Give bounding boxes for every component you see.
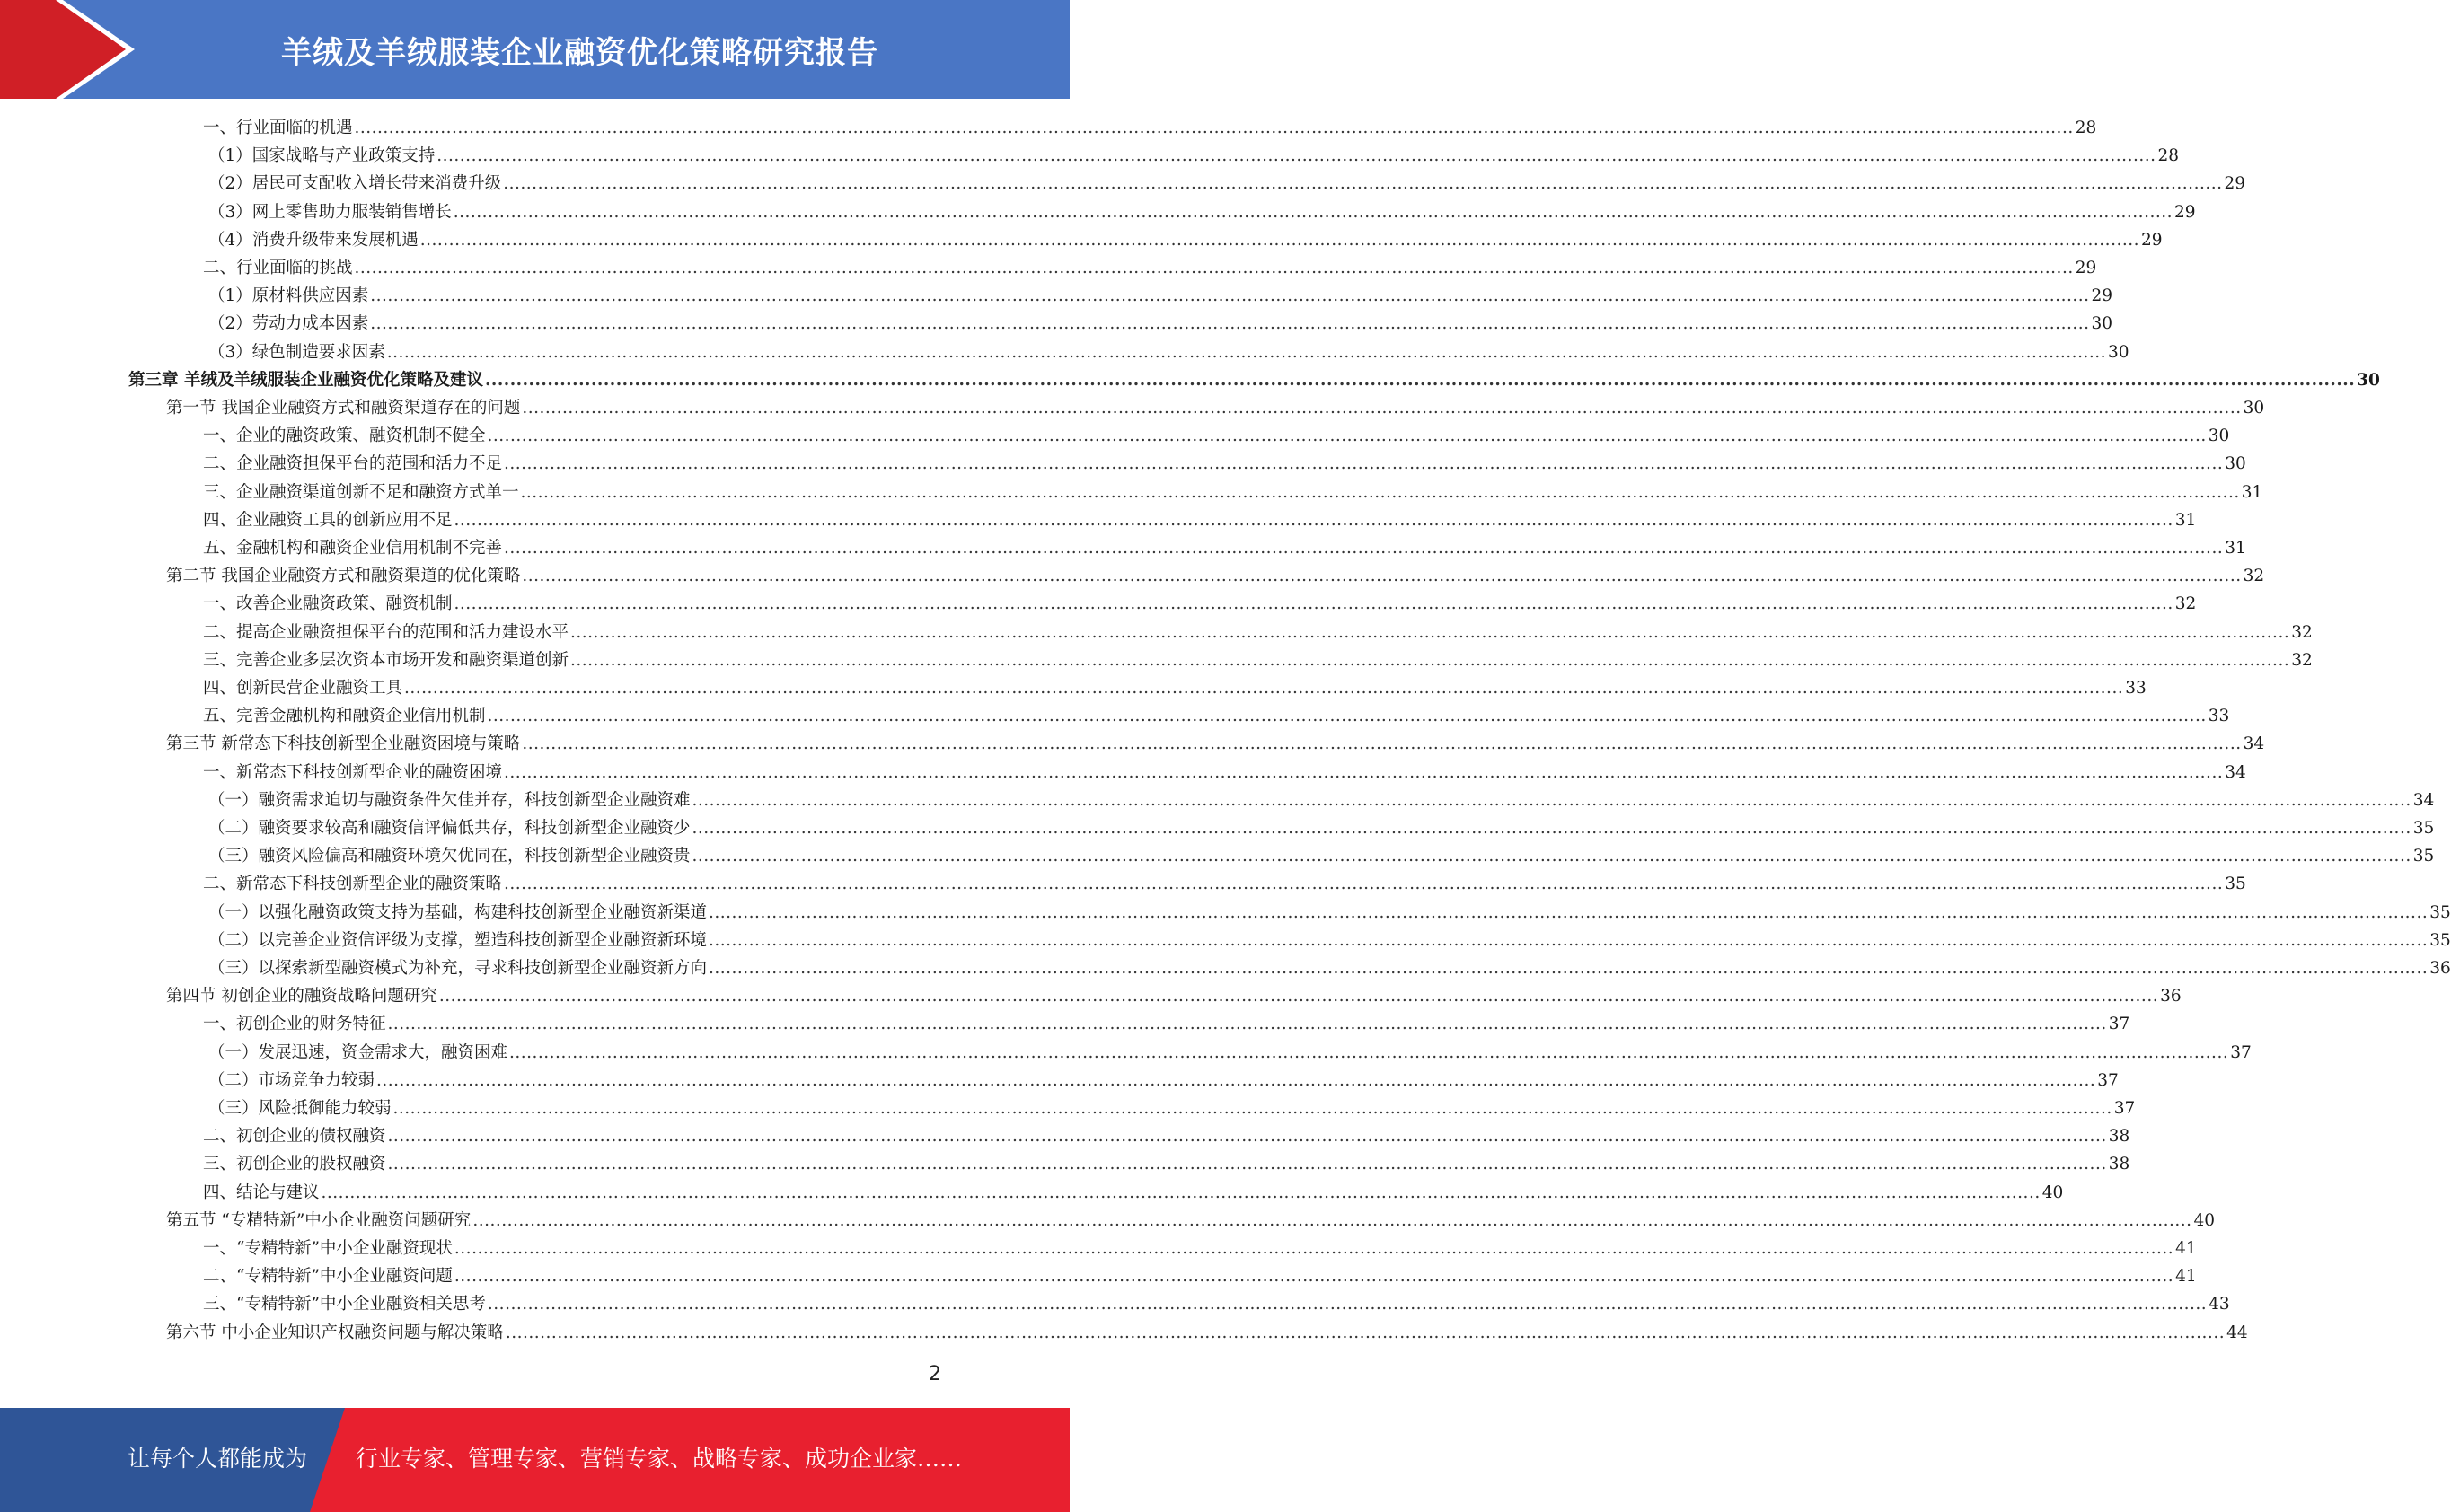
toc-entry-title: 五、完善金融机构和融资企业信用机制 xyxy=(203,707,486,726)
toc-entry-page: 37 xyxy=(2108,1015,2130,1034)
toc-entry-title: 一、行业面临的机遇 xyxy=(203,119,353,137)
toc-entry-title: （3）绿色制造要求因素 xyxy=(208,342,385,362)
toc-dot-leader: ............................................................................................................................................................................................................................................................................................................ xyxy=(709,902,2429,922)
toc-entry-page: 28 xyxy=(2157,146,2180,166)
toc-dot-leader: ............................................................................................................................................................................................................................................................................................................ xyxy=(370,314,2090,334)
toc-entry[interactable] xyxy=(0,534,2246,562)
toc-entry-title: （2）劳动力成本因素 xyxy=(208,314,369,334)
toc-entry-page: 29 xyxy=(2075,259,2097,277)
toc-entry[interactable] xyxy=(0,842,2435,870)
toc-entry-page: 31 xyxy=(2174,510,2197,530)
page-number: 2 xyxy=(929,1363,941,1385)
toc-dot-leader: ............................................................................................................................................................................................................................................................................................................ xyxy=(692,847,2411,866)
toc-entry-page: 30 xyxy=(2225,454,2246,474)
toc-entry[interactable] xyxy=(0,282,2113,310)
toc-entry-title: （2）居民可支配收入增长带来消费升级 xyxy=(208,174,502,194)
toc-entry-page: 40 xyxy=(2041,1182,2064,1202)
toc-entry-page: 44 xyxy=(2226,1323,2248,1342)
toc-entry-page: 38 xyxy=(2108,1155,2130,1174)
toc-entry-page: 35 xyxy=(2412,819,2435,838)
toc-entry-title: 一、企业的融资政策、融资机制不健全 xyxy=(203,426,486,446)
toc-dot-leader: ............................................................................................................................................................................................................................................................................................................ xyxy=(520,482,2240,502)
toc-dot-leader: ............................................................................................................................................................................................................................................................................................................ xyxy=(354,119,2074,137)
toc-entry-page: 38 xyxy=(2108,1127,2130,1147)
toc-entry[interactable] xyxy=(0,1010,2130,1038)
toc-entry[interactable] xyxy=(0,366,2380,394)
toc-entry-title: 第二节 我国企业融资方式和融资渠道的优化策略 xyxy=(166,567,521,586)
toc-entry[interactable] xyxy=(0,1039,2252,1067)
toc-entry[interactable] xyxy=(0,814,2435,842)
toc-entry-title: 二、提高企业融资担保平台的范围和活力建设水平 xyxy=(203,622,569,642)
toc-entry[interactable] xyxy=(0,590,2197,618)
toc-entry-title: （二）融资要求较高和融资信评偏低共存，科技创新型企业融资少 xyxy=(208,819,691,838)
toc-entry[interactable] xyxy=(0,1207,2216,1235)
toc-entry-title: 二、行业面临的挑战 xyxy=(203,259,353,277)
toc-entry-title: 第三章 羊绒及羊绒服装企业融资优化策略及建议 xyxy=(128,370,483,390)
toc-entry[interactable] xyxy=(0,787,2435,814)
toc-entry-page: 37 xyxy=(2230,1042,2252,1062)
toc-entry-page: 30 xyxy=(2243,399,2265,418)
toc-entry[interactable] xyxy=(0,226,2163,254)
toc-entry-title: 四、企业融资工具的创新应用不足 xyxy=(203,510,453,530)
toc-entry-title: 一、新常态下科技创新型企业的融资困境 xyxy=(203,762,503,782)
toc-entry-page: 33 xyxy=(2208,707,2230,726)
toc-entry-page: 32 xyxy=(2291,650,2313,670)
toc-entry[interactable] xyxy=(0,646,2313,674)
toc-entry[interactable] xyxy=(0,338,2129,366)
toc-entry-title: 第三节 新常态下科技创新型企业融资困境与策略 xyxy=(166,734,521,754)
toc-entry-page: 35 xyxy=(2225,875,2246,894)
toc-dot-leader: ............................................................................................................................................................................................................................................................................................................ xyxy=(454,510,2173,530)
toc-entry-page: 29 xyxy=(2140,230,2163,250)
toc-entry[interactable] xyxy=(0,198,2196,226)
toc-entry-title: 三、完善企业多层次资本市场开发和融资渠道创新 xyxy=(203,650,569,670)
toc-entry[interactable] xyxy=(0,114,2097,142)
toc-dot-leader: ............................................................................................................................................................................................................................................................................................................ xyxy=(570,650,2290,670)
toc-entry-title: 一、初创企业的财务特征 xyxy=(203,1015,386,1034)
toc-entry-title: （一）发展迅速，资金需求大，融资困难 xyxy=(208,1042,508,1062)
toc-entry[interactable] xyxy=(0,479,2263,506)
toc-dot-leader: ............................................................................................................................................................................................................................................................................................................ xyxy=(484,370,2356,390)
toc-entry[interactable] xyxy=(0,982,2182,1010)
toc-dot-leader: ............................................................................................................................................................................................................................................................................................................ xyxy=(387,1127,2107,1147)
toc-dot-leader: ............................................................................................................................................................................................................................................................................................................ xyxy=(487,1295,2208,1314)
toc-entry-title: 第四节 初创企业的融资战略问题研究 xyxy=(166,987,437,1007)
toc-entry[interactable] xyxy=(0,927,2451,954)
toc-entry[interactable] xyxy=(0,1094,2136,1122)
toc-entry-title: 四、创新民营企业融资工具 xyxy=(203,679,403,698)
toc-dot-leader: ............................................................................................................................................................................................................................................................................................................ xyxy=(392,1099,2112,1118)
footer-slogan-right: 行业专家、管理专家、营销专家、战略专家、成功企业家…… xyxy=(356,1446,963,1472)
toc-entry-title: （二）以完善企业资信评级为支撑，塑造科技创新型企业融资新环境 xyxy=(208,930,708,950)
toc-entry-page: 43 xyxy=(2209,1295,2230,1314)
toc-dot-leader: ............................................................................................................................................................................................................................................................................................................ xyxy=(503,174,2223,194)
toc-entry[interactable] xyxy=(0,562,2265,590)
toc-dot-leader: ............................................................................................................................................................................................................................................................................................................ xyxy=(505,1323,2226,1342)
toc-entry-page: 29 xyxy=(2173,202,2196,222)
toc-dot-leader: ............................................................................................................................................................................................................................................................................................................ xyxy=(454,594,2173,614)
toc-entry-page: 35 xyxy=(2429,930,2451,950)
toc-dot-leader: ............................................................................................................................................................................................................................................................................................................ xyxy=(522,567,2242,586)
toc-entry-page: 29 xyxy=(2224,174,2246,194)
toc-entry[interactable] xyxy=(0,1235,2197,1262)
toc-dot-leader: ............................................................................................................................................................................................................................................................................................................ xyxy=(504,762,2224,782)
toc-entry-page: 28 xyxy=(2075,119,2097,137)
report-title: 羊绒及羊绒服装企业融资优化策略研究报告 xyxy=(281,34,878,71)
toc-dot-leader: ............................................................................................................................................................................................................................................................................................................ xyxy=(509,1042,2229,1062)
toc-entry-page: 37 xyxy=(2097,1070,2119,1090)
toc-dot-leader: ............................................................................................................................................................................................................................................................................................................ xyxy=(376,1070,2096,1090)
toc-entry-page: 36 xyxy=(2429,959,2451,978)
toc-entry-page: 32 xyxy=(2291,622,2313,642)
toc-entry-page: 40 xyxy=(2193,1210,2216,1230)
toc-entry-page: 41 xyxy=(2175,1267,2197,1287)
toc-entry-page: 30 xyxy=(2091,314,2113,334)
toc-entry-title: 二、新常态下科技创新型企业的融资策略 xyxy=(203,875,503,894)
toc-dot-leader: ............................................................................................................................................................................................................................................................................................................ xyxy=(387,1015,2107,1034)
toc-entry-page: 35 xyxy=(2429,902,2451,922)
toc-dot-leader: ............................................................................................................................................................................................................................................................................................................ xyxy=(321,1182,2041,1202)
toc-dot-leader: ............................................................................................................................................................................................................................................................................................................ xyxy=(404,679,2124,698)
toc-entry[interactable] xyxy=(0,899,2451,927)
footer-slogan-left: 让每个人都能成为 xyxy=(128,1446,308,1472)
toc-entry-title: （一）融资需求迫切与融资条件欠佳并存，科技创新型企业融资难 xyxy=(208,790,691,810)
toc-entry[interactable] xyxy=(0,142,2180,170)
toc-entry[interactable] xyxy=(0,310,2113,338)
toc-entry[interactable] xyxy=(0,1262,2197,1290)
toc-entry[interactable] xyxy=(0,394,2265,422)
toc-entry-title: 第一节 我国企业融资方式和融资渠道存在的问题 xyxy=(166,399,521,418)
toc-entry[interactable] xyxy=(0,674,2147,702)
toc-entry-title: 四、结论与建议 xyxy=(203,1182,320,1202)
toc-entry-title: 三、“专精特新”中小企业融资相关思考 xyxy=(203,1295,486,1314)
toc-dot-leader: ............................................................................................................................................................................................................................................................................................................ xyxy=(522,734,2242,754)
toc-entry-title: 二、企业融资担保平台的范围和活力不足 xyxy=(203,454,503,474)
toc-entry-title: （4）消费升级带来发展机遇 xyxy=(208,230,419,250)
toc-entry[interactable] xyxy=(0,870,2246,898)
toc-entry-title: 五、金融机构和融资企业信用机制不完善 xyxy=(203,539,503,558)
toc-entry[interactable] xyxy=(0,422,2230,450)
toc-entry-title: （1）原材料供应因素 xyxy=(208,286,369,306)
toc-dot-leader: ............................................................................................................................................................................................................................................................................................................ xyxy=(709,959,2429,978)
toc-entry-title: （三）以探索新型融资模式为补充，寻求科技创新型企业融资新方向 xyxy=(208,959,708,978)
toc-dot-leader: ............................................................................................................................................................................................................................................................................................................ xyxy=(436,146,2156,166)
toc-dot-leader: ............................................................................................................................................................................................................................................................................................................ xyxy=(453,202,2173,222)
toc-entry-title: 第六节 中小企业知识产权融资问题与解决策略 xyxy=(166,1323,504,1342)
toc-dot-leader: ............................................................................................................................................................................................................................................................................................................ xyxy=(522,399,2242,418)
toc-dot-leader: ............................................................................................................................................................................................................................................................................................................ xyxy=(370,286,2090,306)
toc-dot-leader: ............................................................................................................................................................................................................................................................................................................ xyxy=(709,930,2429,950)
toc-dot-leader: ............................................................................................................................................................................................................................................................................................................ xyxy=(419,230,2139,250)
toc-entry[interactable] xyxy=(0,1150,2130,1178)
toc-entry[interactable] xyxy=(0,1290,2230,1318)
toc-dot-leader: ............................................................................................................................................................................................................................................................................................................ xyxy=(387,1155,2107,1174)
toc-dot-leader: ............................................................................................................................................................................................................................................................................................................ xyxy=(504,454,2224,474)
toc-entry[interactable] xyxy=(0,702,2230,730)
toc-entry-title: 三、初创企业的股权融资 xyxy=(203,1155,386,1174)
toc-entry[interactable] xyxy=(0,759,2246,787)
toc-entry[interactable] xyxy=(0,730,2265,758)
toc-entry-title: （3）网上零售助力服装销售增长 xyxy=(208,202,452,222)
toc-entry[interactable] xyxy=(0,1122,2130,1150)
toc-dot-leader: ............................................................................................................................................................................................................................................................................................................ xyxy=(487,426,2207,446)
toc-entry-page: 32 xyxy=(2174,594,2197,614)
toc-dot-leader: ............................................................................................................................................................................................................................................................................................................ xyxy=(487,707,2207,726)
toc-dot-leader: ............................................................................................................................................................................................................................................................................................................ xyxy=(438,987,2159,1007)
toc-entry[interactable] xyxy=(0,450,2246,478)
toc-entry-page: 30 xyxy=(2208,426,2230,446)
toc-entry-page: 37 xyxy=(2113,1099,2136,1118)
toc-entry-page: 36 xyxy=(2160,987,2182,1007)
toc-dot-leader: ............................................................................................................................................................................................................................................................................................................ xyxy=(472,1210,2192,1230)
toc-dot-leader: ............................................................................................................................................................................................................................................................................................................ xyxy=(454,1239,2174,1258)
toc-entry-title: 三、企业融资渠道创新不足和融资方式单一 xyxy=(203,482,519,502)
toc-entry-page: 34 xyxy=(2243,734,2265,754)
toc-dot-leader: ............................................................................................................................................................................................................................................................................................................ xyxy=(386,342,2106,362)
toc-entry[interactable] xyxy=(0,506,2197,534)
toc-entry-page: 31 xyxy=(2241,482,2263,502)
toc-entry-title: 一、“专精特新”中小企业融资现状 xyxy=(203,1239,453,1258)
toc-entry-title: 二、初创企业的债权融资 xyxy=(203,1127,386,1147)
toc-entry-page: 31 xyxy=(2225,539,2246,558)
toc-entry-title: 二、“专精特新”中小企业融资问题 xyxy=(203,1267,453,1287)
toc-entry-title: 第五节 “专精特新”中小企业融资问题研究 xyxy=(166,1210,472,1230)
toc-entry[interactable] xyxy=(0,954,2451,982)
toc-entry-page: 30 xyxy=(2107,342,2129,362)
toc-entry[interactable] xyxy=(0,619,2313,646)
toc-entry-page: 33 xyxy=(2125,679,2147,698)
toc-dot-leader: ............................................................................................................................................................................................................................................................................................................ xyxy=(354,259,2074,277)
toc-entry-page: 29 xyxy=(2091,286,2113,306)
toc-dot-leader: ............................................................................................................................................................................................................................................................................................................ xyxy=(504,875,2224,894)
toc-entry-title: （二）市场竞争力较弱 xyxy=(208,1070,375,1090)
toc-entry[interactable] xyxy=(0,170,2246,198)
toc-entry-title: 一、改善企业融资政策、融资机制 xyxy=(203,594,453,614)
toc-entry-page: 35 xyxy=(2412,847,2435,866)
toc-entry[interactable] xyxy=(0,1067,2119,1094)
toc-entry-page: 34 xyxy=(2412,790,2435,810)
toc-dot-leader: ............................................................................................................................................................................................................................................................................................................ xyxy=(692,819,2411,838)
toc-entry-title: （三）融资风险偏高和融资环境欠优同在，科技创新型企业融资贵 xyxy=(208,847,691,866)
toc-dot-leader: ............................................................................................................................................................................................................................................................................................................ xyxy=(504,539,2224,558)
toc-entry-page: 30 xyxy=(2357,370,2380,390)
toc-entry[interactable] xyxy=(0,1319,2248,1347)
toc-entry-title: （三）风险抵御能力较弱 xyxy=(208,1099,392,1118)
toc-entry-title: （1）国家战略与产业政策支持 xyxy=(208,146,436,166)
toc-dot-leader: ............................................................................................................................................................................................................................................................................................................ xyxy=(454,1267,2174,1287)
toc-entry[interactable] xyxy=(0,1179,2064,1207)
toc-dot-leader: ............................................................................................................................................................................................................................................................................................................ xyxy=(692,790,2411,810)
toc-entry-page: 41 xyxy=(2175,1239,2197,1258)
toc-entry-title: （一）以强化融资政策支持为基础，构建科技创新型企业融资新渠道 xyxy=(208,902,708,922)
toc-entry-page: 34 xyxy=(2225,762,2246,782)
toc-dot-leader: ............................................................................................................................................................................................................................................................................................................ xyxy=(570,622,2290,642)
toc-entry[interactable] xyxy=(0,254,2097,282)
toc-entry-page: 32 xyxy=(2243,567,2265,586)
